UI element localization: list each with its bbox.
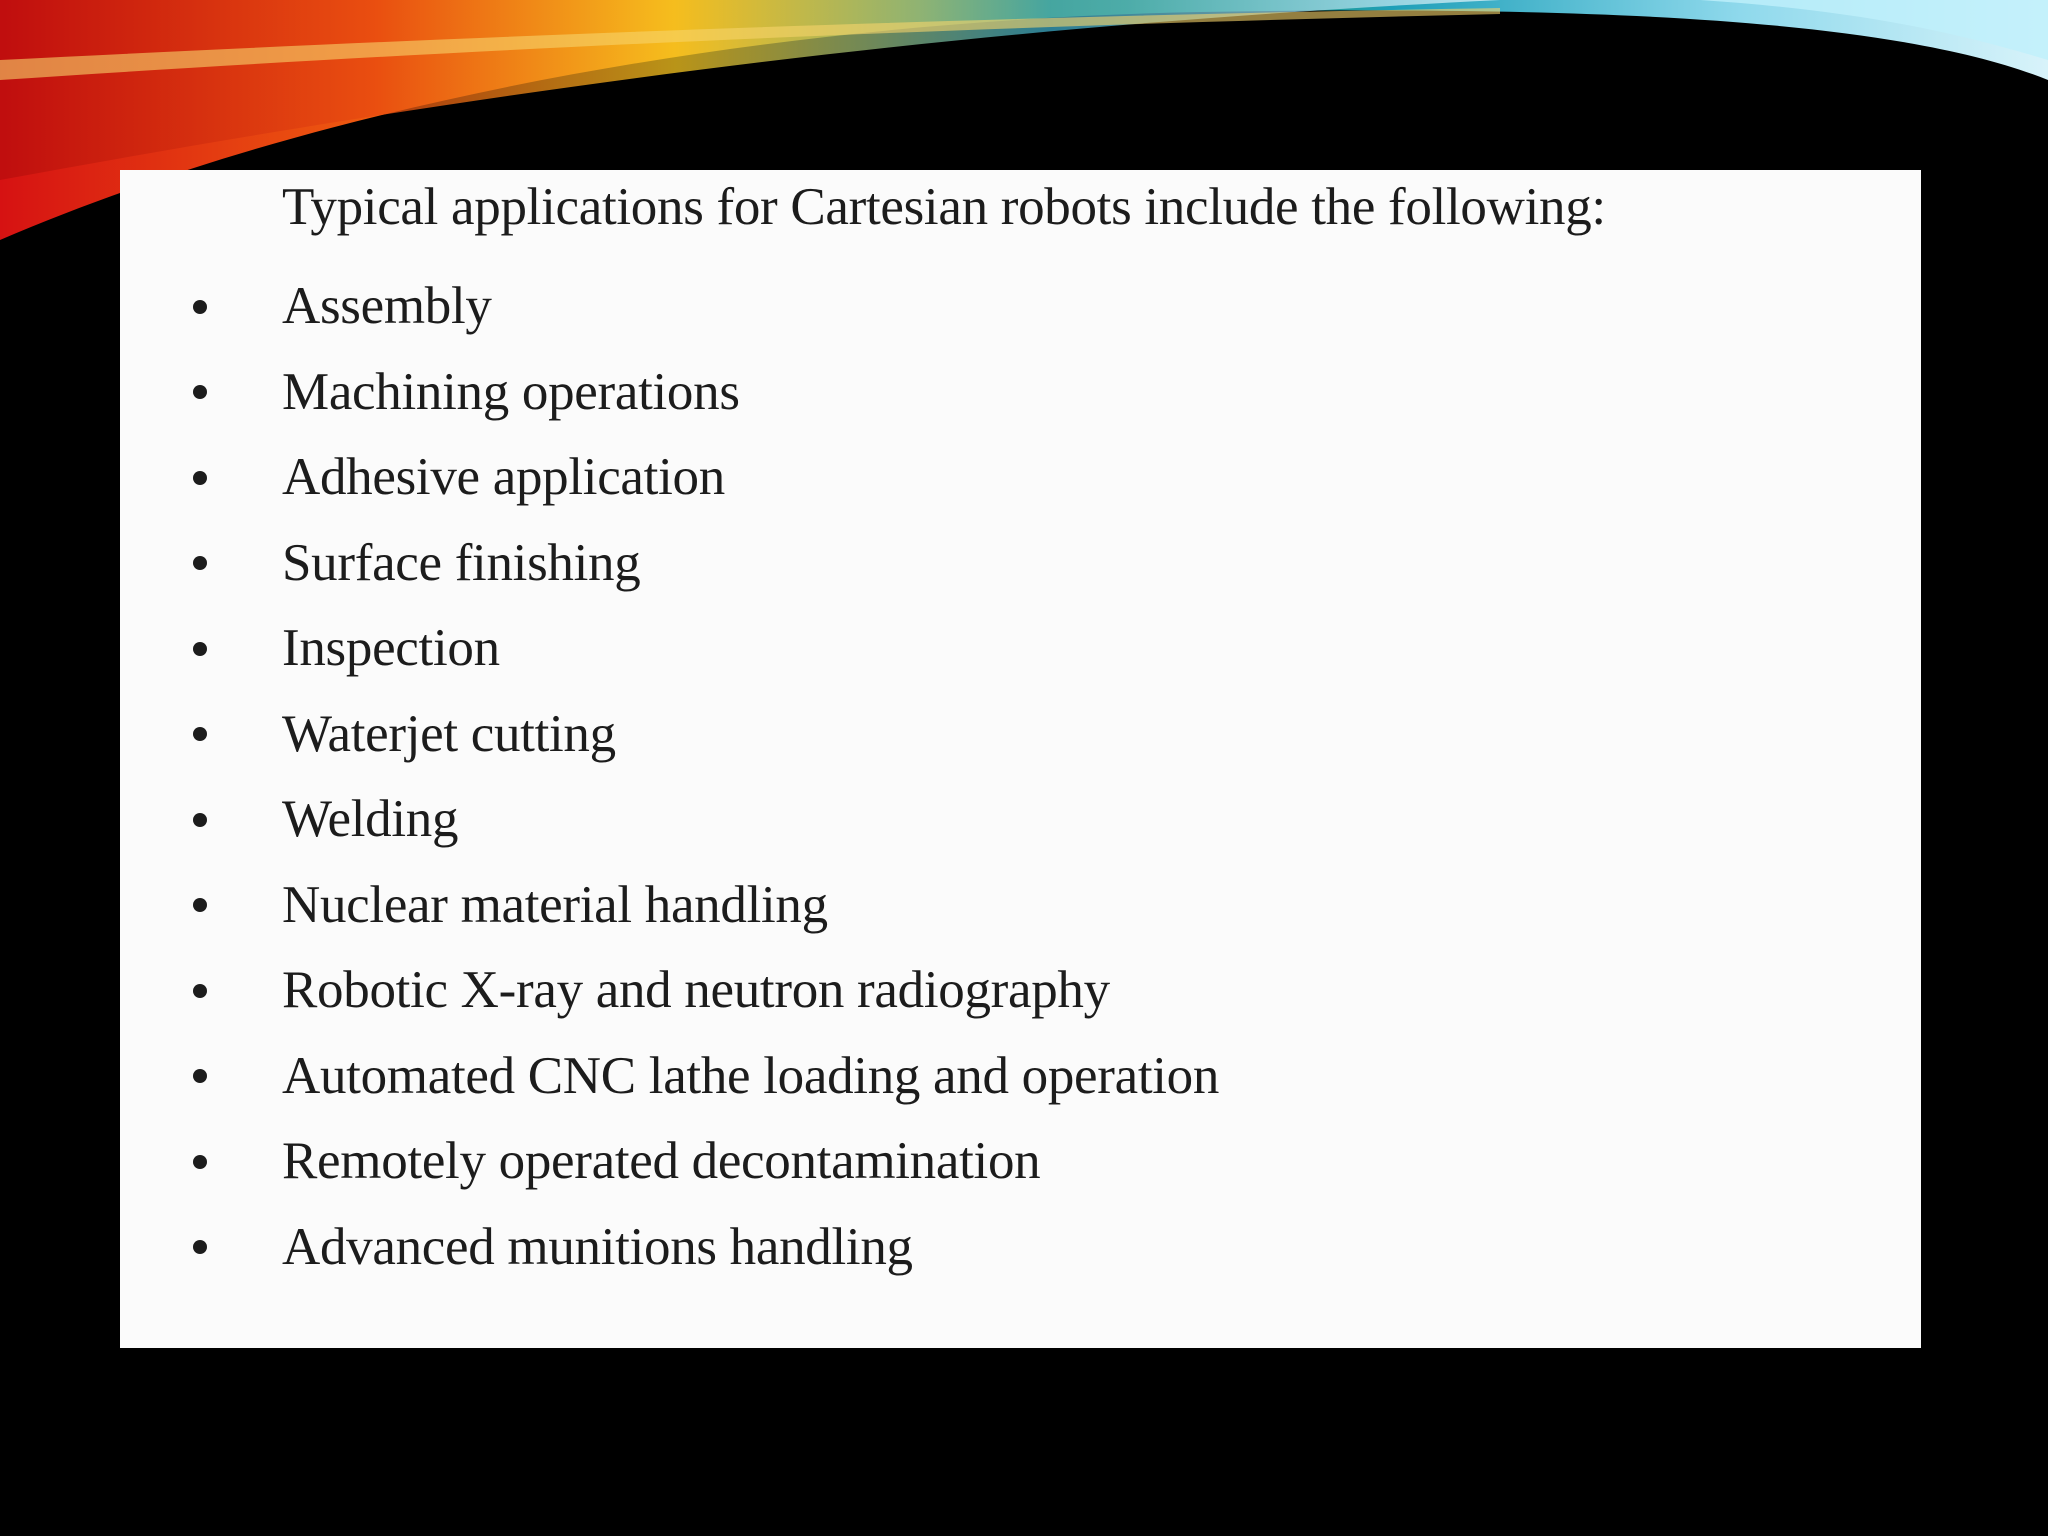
- list-item-label: Surface finishing: [282, 533, 641, 592]
- list-item-label: Waterjet cutting: [282, 704, 616, 763]
- list-item: [120, 863, 1921, 949]
- list-item: [120, 435, 1921, 521]
- list-item-label: Advanced munitions handling: [282, 1217, 913, 1276]
- list-item-label: Inspection: [282, 619, 500, 678]
- list-item: [120, 350, 1921, 436]
- list-item-label: Adhesive application: [282, 448, 725, 507]
- list-item: [120, 692, 1921, 778]
- list-item-label: Machining operations: [282, 362, 740, 421]
- bullet-icon: [193, 556, 207, 570]
- list-item-label: Robotic X-ray and neutron radiography: [282, 961, 1110, 1020]
- list-item-label: Remotely operated decontamination: [282, 1132, 1041, 1191]
- bullet-icon: [193, 471, 207, 485]
- list-item: [120, 777, 1921, 863]
- intro-text: Typical applications for Cartesian robots include the following:: [282, 178, 1606, 236]
- list-item: [120, 948, 1921, 1034]
- list-item-label: Nuclear material handling: [282, 875, 828, 934]
- bullet-icon: [193, 727, 207, 741]
- list-item: [120, 1034, 1921, 1120]
- content-panel: [120, 170, 1921, 1348]
- list-item: [120, 264, 1921, 350]
- bullet-icon: [193, 898, 207, 912]
- list-item-label: Assembly: [282, 277, 492, 336]
- list-item: [120, 521, 1921, 607]
- list-item: [120, 606, 1921, 692]
- bullet-icon: [193, 813, 207, 827]
- bullet-icon: [193, 984, 207, 998]
- bullet-icon: [193, 385, 207, 399]
- list-item: [120, 1205, 1921, 1291]
- applications-list: [120, 264, 1921, 1290]
- bullet-icon: [193, 642, 207, 656]
- bullet-icon: [193, 1069, 207, 1083]
- bullet-icon: [193, 300, 207, 314]
- bullet-icon: [193, 1240, 207, 1254]
- list-item-label: Welding: [282, 790, 459, 849]
- list-item-label: Automated CNC lathe loading and operation: [282, 1046, 1220, 1105]
- bullet-icon: [193, 1155, 207, 1169]
- list-item: [120, 1119, 1921, 1205]
